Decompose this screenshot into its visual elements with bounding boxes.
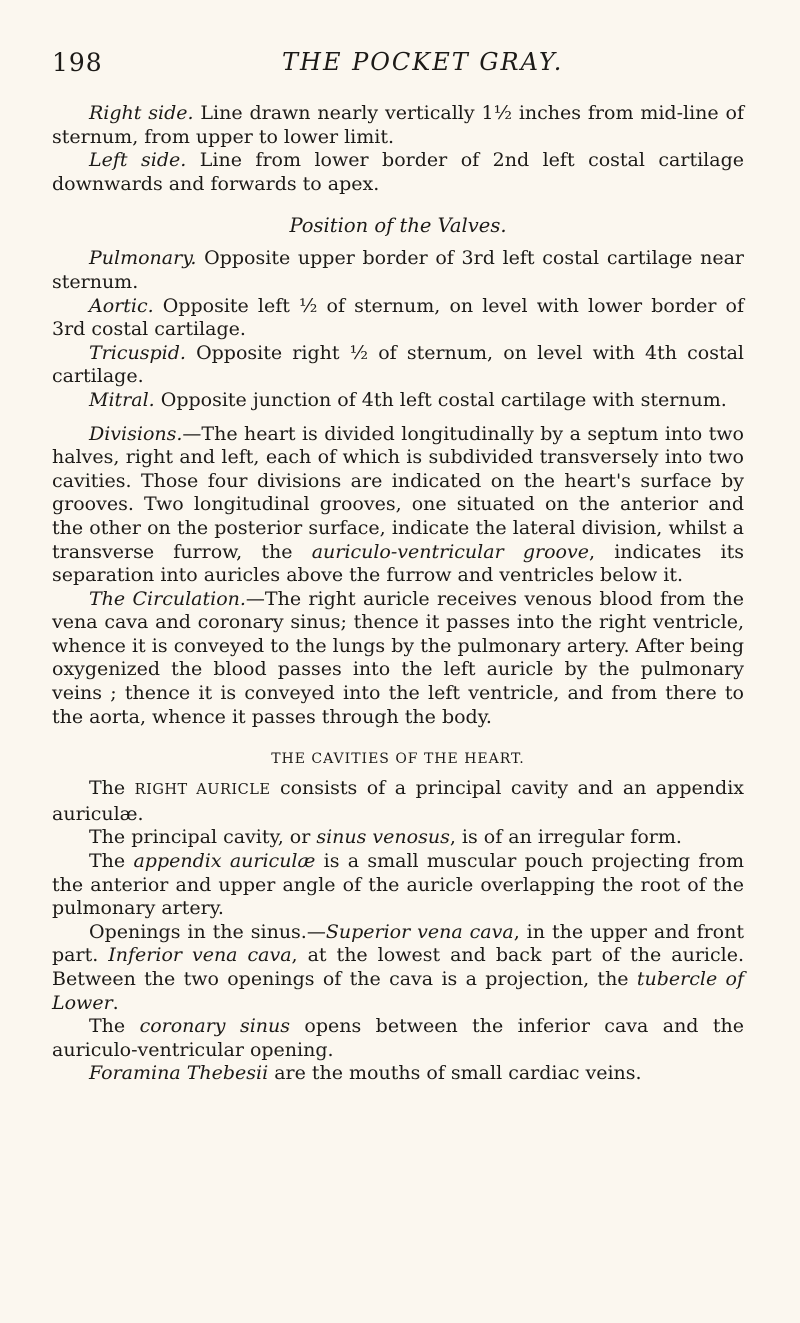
- text-divisions-a: —The heart is divided longitudinally by a septum into two halves, right and left, each of which is subdivided transversely into two cavities. Those four divisions are indicated on the heart's surface by grooves. Two longitudinal grooves, one situated on the anterior and the other on the posterior surface, indicate the lateral division, whilst a transverse furrow, the: [52, 422, 744, 563]
- paragraph-divisions: [52, 423, 744, 588]
- page-header: [52, 48, 744, 80]
- term-aortic: Aortic.: [89, 294, 154, 317]
- term-left-side: Left side.: [89, 149, 187, 172]
- term-divisions: Divisions.: [89, 422, 183, 445]
- paragraph-left-side: [52, 149, 744, 196]
- heading-cavities: THE CAVITIES OF THE HEART.: [271, 751, 525, 768]
- term-right-side: Right side.: [89, 102, 194, 124]
- text-left-side: Line from lower border of 2nd left costal cartilage downwards and forwards to apex.: [52, 149, 744, 195]
- term-tubercle-of-lower: tubercle of Lower: [52, 968, 744, 1014]
- lead-coronary: The: [89, 1015, 140, 1038]
- paragraph-coronary-sinus: [52, 1015, 744, 1062]
- paragraph-openings: [52, 921, 744, 1015]
- paragraph-mitral: [52, 389, 744, 413]
- lead-right-auricle: The: [89, 777, 135, 800]
- paragraph-tricuspid: [52, 342, 744, 389]
- text-principal-cavity-a: The principal cavity, or: [89, 826, 317, 849]
- heading-valves: Position of the Valves.: [289, 214, 507, 238]
- text-pulmonary: Opposite upper border of 3rd left costal cartilage near sternum.: [52, 247, 744, 293]
- running-title: THE POCKET GRAY.: [282, 48, 564, 76]
- paragraph-right-auricle: [52, 777, 744, 826]
- text-circulation: —The right auricle receives venous blood from the vena cava and coronary sinus; thence it passes into the right ventricle, whence it is conveyed to the lungs by the pulmonary artery. After being oxygenized the blood passes into the left auricle by the pulmonary veins ; thence it is conveyed into the left ventricle, and from there to the aorta, whence it passes through the body.: [52, 587, 744, 728]
- paragraph-right-side: [52, 102, 744, 149]
- lead-openings: Openings in the sinus.—: [89, 920, 326, 943]
- text-right-auricle: consists of a principal cavity and an appendix auriculæ.: [52, 777, 744, 825]
- lead-appendix: The: [89, 850, 134, 873]
- paragraph-pulmonary: [52, 247, 744, 294]
- term-circulation: The Circulation.: [89, 587, 246, 610]
- text-openings-a: , in the upper and front part.: [52, 920, 744, 967]
- term-foramina-thebesii: Foramina Thebesii: [89, 1062, 269, 1085]
- paragraph-principal-cavity: [52, 826, 744, 850]
- text-openings-b: , at the lowest and back part of the auricle. Between the two openings of the cava is a projection, the: [52, 944, 744, 990]
- term-superior-vena-cava: Superior vena cava: [325, 920, 514, 943]
- page-number: 198: [52, 48, 103, 77]
- term-auriculo-ventricular-groove: auriculo-ventricular groove: [311, 540, 589, 563]
- text-aortic: Opposite left ½ of sternum, on level with lower border of 3rd costal cartilage.: [52, 294, 744, 341]
- term-inferior-vena-cava: Inferior vena cava: [108, 944, 292, 967]
- term-right-auricle: RIGHT AURICLE: [134, 782, 271, 799]
- text-principal-cavity-b: , is of an irregular form.: [449, 826, 682, 849]
- paragraph-appendix: [52, 850, 744, 921]
- term-appendix-auriculae: appendix auriculæ: [133, 850, 316, 873]
- text-coronary: opens between the inferior cava and the auriculo-ventricular opening.: [52, 1015, 744, 1061]
- text-right-side: Line drawn nearly vertically 1½ inches from mid-line of sternum, from upper to lower limit.: [52, 102, 744, 148]
- paragraph-circulation: [52, 588, 744, 730]
- term-sinus-venosus: sinus venosus: [316, 826, 450, 849]
- paragraph-foramina: [52, 1062, 744, 1086]
- term-coronary-sinus: coronary sinus: [139, 1015, 291, 1038]
- text-divisions-b: , indicates its separation into auricles above the furrow and ventricles below it.: [52, 540, 745, 587]
- term-pulmonary: Pulmonary.: [89, 247, 197, 270]
- term-mitral: Mitral.: [89, 388, 155, 411]
- text-foramina: are the mouths of small cardiac veins.: [268, 1062, 642, 1085]
- text-tricuspid: Opposite right ½ of sternum, on level with 4th costal cartilage.: [52, 341, 744, 388]
- term-tricuspid: Tricuspid.: [89, 341, 186, 364]
- paragraph-aortic: [52, 295, 744, 342]
- text-mitral: Opposite junction of 4th left costal cartilage with sternum.: [154, 388, 727, 411]
- text-openings-c: .: [112, 991, 119, 1014]
- text-appendix: is a small muscular pouch projecting from the anterior and upper angle of the auricle overlapping the root of the pulmonary artery.: [52, 850, 744, 920]
